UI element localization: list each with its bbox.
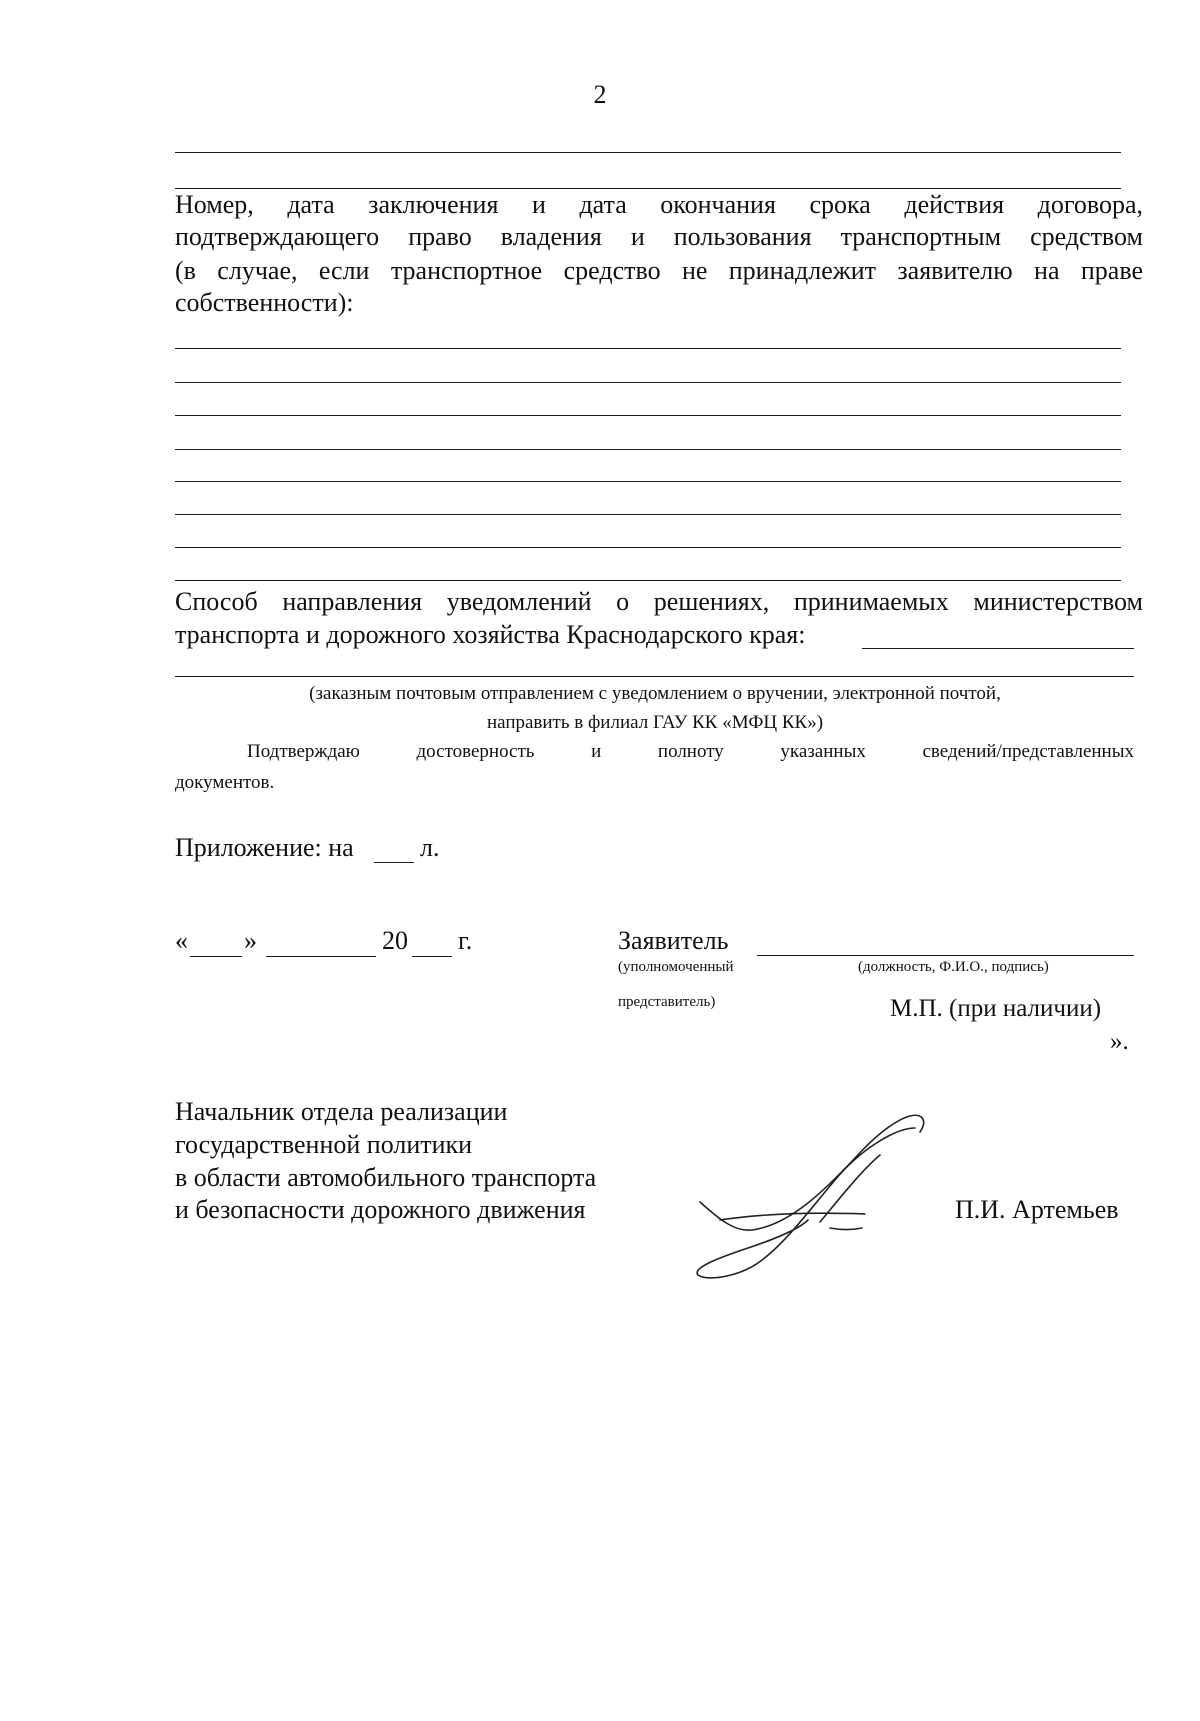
applicant-label: Заявитель [618, 926, 729, 955]
blank-line [175, 547, 1121, 548]
applicant-signature-line [757, 955, 1134, 956]
applicant-sub-2: представитель) [618, 994, 716, 1010]
confirm-line-2: документов. [175, 772, 275, 793]
signatory-title-line-1: Начальник отдела реализации [175, 1097, 508, 1126]
attachment-suffix: л. [420, 833, 440, 862]
notify-hint-1: (заказным почтовым отправлением с уведомлением о вручении, электронной почтой, [309, 683, 1001, 704]
blank-line [175, 514, 1121, 515]
attachment-pages-line [374, 862, 414, 863]
date-open-quote: « [175, 926, 188, 955]
blank-line [175, 188, 1121, 189]
date-day-line [190, 956, 242, 957]
contract-line-1: Номер, дата заключения и дата окончания срока действия договора, [175, 190, 1143, 219]
handwritten-signature [690, 1110, 930, 1285]
signatory-title-line-2: государственной политики [175, 1130, 473, 1159]
date-year-suffix: г. [458, 926, 473, 955]
page-number: 2 [593, 80, 607, 109]
contract-line-2: подтверждающего право владения и пользования транспортным средством [175, 222, 1143, 251]
blank-line [175, 348, 1121, 349]
signatory-title-line-4: и безопасности дорожного движения [175, 1195, 586, 1224]
notify-line-2: транспорта и дорожного хозяйства Краснодарского края: [175, 620, 806, 649]
blank-line [175, 481, 1121, 482]
blank-line [175, 415, 1121, 416]
blank-line [175, 676, 1134, 677]
contract-line-4: собственности): [175, 288, 354, 317]
date-century: 20 [382, 926, 408, 955]
date-year-line [412, 956, 452, 957]
applicant-sub-1: (уполномоченный [618, 959, 734, 975]
blank-line [175, 382, 1121, 383]
notify-hint-2: направить в филиал ГАУ КК «МФЦ КК») [486, 712, 824, 733]
notify-method-line [862, 648, 1134, 649]
applicant-fields-hint: (должность, Ф.И.О., подпись) [858, 959, 1049, 975]
blank-line [175, 152, 1121, 153]
confirm-line-1: Подтверждаю достоверность и полноту указанных сведений/представленных [247, 741, 1134, 762]
signatory-title-line-3: в области автомобильного транспорта [175, 1163, 597, 1192]
notify-line-1: Способ направления уведомлений о решениях, принимаемых министерством [175, 587, 1143, 616]
blank-line [175, 580, 1121, 581]
stamp-note: М.П. (при наличии) [890, 995, 1102, 1022]
contract-line-3: (в случае, если транспортное средство не принадлежит заявителю на праве [175, 256, 1143, 285]
attachment-prefix: Приложение: на [175, 833, 354, 862]
closing-quote: ». [1110, 1028, 1129, 1055]
blank-line [175, 449, 1121, 450]
date-close-quote: » [244, 926, 257, 955]
date-month-line [266, 956, 376, 957]
signatory-name: П.И. Артемьев [955, 1195, 1119, 1224]
